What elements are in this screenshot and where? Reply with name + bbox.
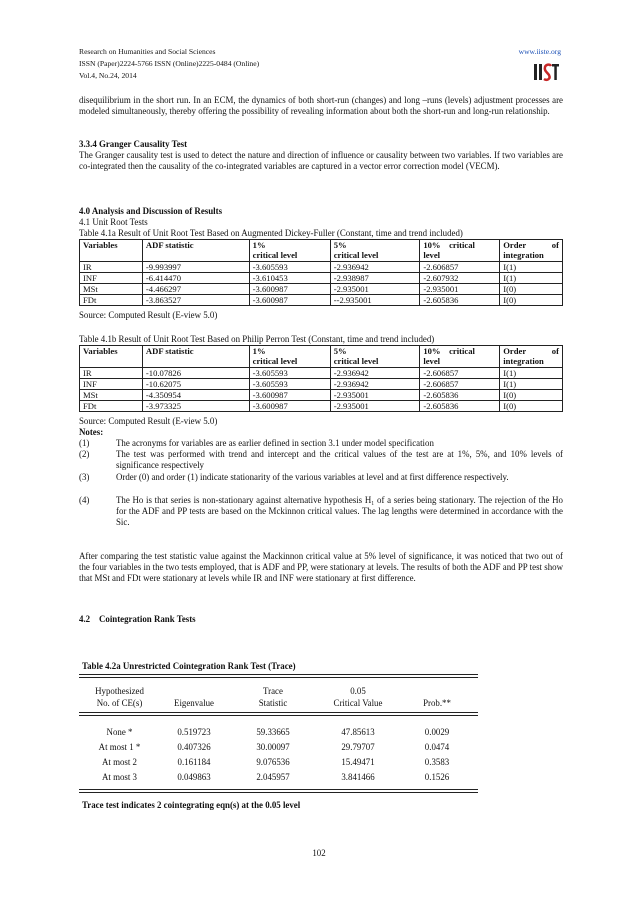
section-4-heading: 4.0 Analysis and Discussion of Results	[79, 206, 223, 216]
table-row: IR -9.993997 -3.605593 -2.936942 -2.606857 I(1)	[80, 262, 563, 273]
header-cell: 5% critical level	[330, 346, 420, 368]
issn-line: ISSN (Paper)2224-5766 ISSN (Online)2225-0484 (Online)	[79, 59, 260, 68]
table-3-bottom-rule	[79, 789, 478, 793]
table-2-caption: Table 4.1b Result of Unit Root Test Based on Philip Perron Test (Constant, time and trend included)	[79, 334, 435, 344]
table-3-mid-rule	[79, 712, 478, 716]
section-4-2-heading: 4.2 Cointegration Rank Tests	[79, 614, 196, 624]
header-statistic: Statistic	[258, 698, 288, 708]
header-cell: Order of integration	[500, 240, 563, 262]
header-trace: Trace	[263, 686, 283, 696]
header-hypothesized: Hypothesized	[95, 686, 144, 696]
intro-paragraph: disequilibrium in the short run. In an ECM, the dynamics of both short-run (changes) and long –runs (levels) adjustment processes are modeled simultaneously, thereby offering the possibility of revealing information about both the short-run and long-run relationship.	[79, 95, 563, 117]
table-3-footnote: Trace test indicates 2 cointegrating eqn(s) at the 0.05 level	[82, 800, 301, 810]
table-row: INF -10.62075 -3.605593 -2.936942 -2.606857 I(1)	[80, 379, 563, 390]
table-3-top-rule	[79, 674, 478, 678]
granger-heading: 3.3.4 Granger Causality Test	[79, 139, 188, 149]
header-005: 0.05	[350, 686, 366, 696]
header-cell: 5% critical level	[330, 240, 420, 262]
note-item: (1) The acronyms for variables are as earlier defined in section 3.1 under model specification	[79, 438, 434, 448]
table-3-title: Table 4.2a Unrestricted Cointegration Rank Test (Trace)	[82, 661, 296, 671]
table-row: MSt -4.466297 -3.600987 -2.935001 -2.935001 I(0)	[80, 284, 563, 295]
table-unit-root-pp	[79, 345, 563, 412]
table-unit-root-adf	[79, 239, 563, 306]
table-row: FDt -3.973325 -3.600987 -2.935001 -2.605836 I(0)	[80, 401, 563, 412]
note-item: (4) The Ho is that series is non-stationary against alternative hypothesis H₁ of a series being stationary. The rejection of the Ho for the ADF and PP tests are based on the Mckinnon critical values. The lag lengths were determined in accordance with the Sic.	[79, 495, 563, 527]
table-header-row	[80, 346, 563, 368]
header-cell: Variables	[80, 240, 143, 262]
header-cell: ADF statistic	[142, 346, 249, 368]
header-cell: Variables	[80, 346, 143, 368]
table-row: MSt -4.350954 -3.600987 -2.935001 -2.605836 I(0)	[80, 390, 563, 401]
table-1-source: Source: Computed Result (E-view 5.0)	[79, 310, 218, 320]
table-2-source: Source: Computed Result (E-view 5.0)	[79, 416, 218, 426]
table-row: IR -10.07826 -3.605593 -2.936942 -2.606857 I(1)	[80, 368, 563, 379]
header-eigenvalue: Eigenvalue	[174, 698, 214, 708]
header-critical-value: Critical Value	[333, 698, 383, 708]
volume-line: Vol.4, No.24, 2014	[79, 71, 137, 80]
table-1-caption: Table 4.1a Result of Unit Root Test Based on Augmented Dickey-Fuller (Constant, time and trend included)	[79, 228, 463, 238]
table-row: INF -6.414470 -3.610453 -2.938987 -2.607932 I(1)	[80, 273, 563, 284]
header-cell: ADF statistic	[142, 240, 249, 262]
note-item: (2) The test was performed with trend and intercept and the critical values of the test are at 1%, 5%, and 10% levels of significance respectively	[79, 449, 563, 470]
table-header-row	[80, 240, 563, 262]
journal-name: Research on Humanities and Social Sciences	[79, 47, 216, 56]
header-cell: Order of integration	[500, 346, 563, 368]
section-4-1-heading: 4.1 Unit Root Tests	[79, 217, 148, 227]
header-cell: 10% critical level	[420, 346, 500, 368]
header-cell: 10% critical level	[420, 240, 500, 262]
after-paragraph: After comparing the test statistic value against the Mackinnon critical value at 5% level of significance, it was noticed that two out of the four variables in the two tests employed, that is ADF and PP, were stationary at levels. The results of both the ADF and PP test show that MSt and FDt were stationary at levels while IR and INF were stationary at first difference.	[79, 551, 563, 584]
page-number: 102	[312, 848, 326, 858]
header-prob: Prob.**	[423, 698, 451, 708]
paper-page: Research on Humanities and Social Sciences ISSN (Paper)2224-5766 ISSN (Online)2225-0484 (Online) Vol.4, No.24, 2014 www.iiste.org disequilibrium in the short run. In an ECM, the dynamics of both short-run (changes) and long –runs (levels) adjustment processes are modeled simultaneously, thereby offering the possibility of revealing information about both the short-run and long-run relationship. 3.3.4 Granger Causality Test The Granger causality test is used to detect the nature and direction of influence or causality between two variables. If two variables are co-integrated then the causality of the co-integrated variables are captured in a vector error correction model (VECM). 4.0 Analysis and Discussion of Results 4.1 Unit Root Tests Table 4.1a Result of Unit Root Test Based on Augmented Dickey-Fuller (Constant, time and trend included) Variables ADF statistic 1% critical level 5% critical level 10% critical level Order of integration IR -9.993997 -3.605593 -2.936942 -2.606857 I(1) INF -6.414470 -3.610453 -2.938987 -2.607932 I(1) MSt -4.466297 -3.600987 -2.935001 -2.935001 I(0) FDt -3.863527 -3.600987 --2.935001 -2.605836 I(0) Source: Computed Result (E-view 5.0) Table 4.1b Result of Unit Root Test Based on Philip Perron Test (Constant, time and trend included) Variables ADF statistic 1% critical level 5% critical level 10% critical level Order of integration IR -10.07826 -3.605593 -2.936942 -2.606857 I(1) INF -10.62075 -3.605593 -2.936942 -2.606857 I(1) MSt -4.350954 -3.600987 -2.935001 -2.605836 I(0) FDt -3.973325 -3.600987 -2.935001 -2.605836 I(0) Source: Computed Result (E-view 5.0) Notes: (1) The acronyms for variables are as earlier defined in section 3.1 under model specification (2) The test was performed with trend and intercept and the critical values of the test are at 1%, 5%, and 10% levels of significance respectively (3) Order (0) and order (1) indicate stationarity of the various variables at level and at first difference respectively. (4) The Ho is that series is non-stationary against alternative hypothesis H₁ of a series being stationary. The rejection of the Ho for the ADF and PP tests are based on the Mckinnon critical values. The lag lengths were determined in accordance with the Sic. After comparing the test statistic value against the Mackinnon critical value at 5% level of significance, it was noticed that two out of the four variables in the two tests employed, that is ADF and PP, were stationary at levels. The results of both the ADF and PP test show that MSt and FDt were stationary at levels while IR and INF were stationary at first difference. 4.2 Cointegration Rank Tests Table 4.2a Unrestricted Cointegration Rank Test (Trace) Hypothesized No. of CE(s) Eigenvalue Trace Statistic 0.05 Critical Value Prob.** None * 0.519723 59.33665 47.85613 0.0029 At most 1 * 0.407326 30.00097 29.79707 0.0474 At most 2 0.161184 9.076536 15.49471 0.3583 At most 3 0.049863 2.045957 3.841466 0.1526 Trace test indicates 2 cointegrating eqn(s) at the 0.05 level 102	[0, 0, 638, 903]
granger-paragraph: The Granger causality test is used to detect the nature and direction of influence or causality between two variables. If two variables are co-integrated then the causality of the co-integrated variables are captured in a vector error correction model (VECM).	[79, 150, 563, 172]
iiste-logo-icon	[531, 61, 561, 83]
journal-url-link[interactable]: www.iiste.org	[518, 47, 561, 56]
header-no-ce: No. of CE(s)	[96, 698, 143, 708]
note-item: (3) Order (0) and order (1) indicate stationarity of the various variables at level and at first difference respectively.	[79, 472, 509, 482]
table-row: FDt -3.863527 -3.600987 --2.935001 -2.605836 I(0)	[80, 295, 563, 306]
header-cell: 1% critical level	[249, 346, 330, 368]
notes-heading: Notes:	[79, 427, 104, 437]
header-cell: 1% critical level	[249, 240, 330, 262]
